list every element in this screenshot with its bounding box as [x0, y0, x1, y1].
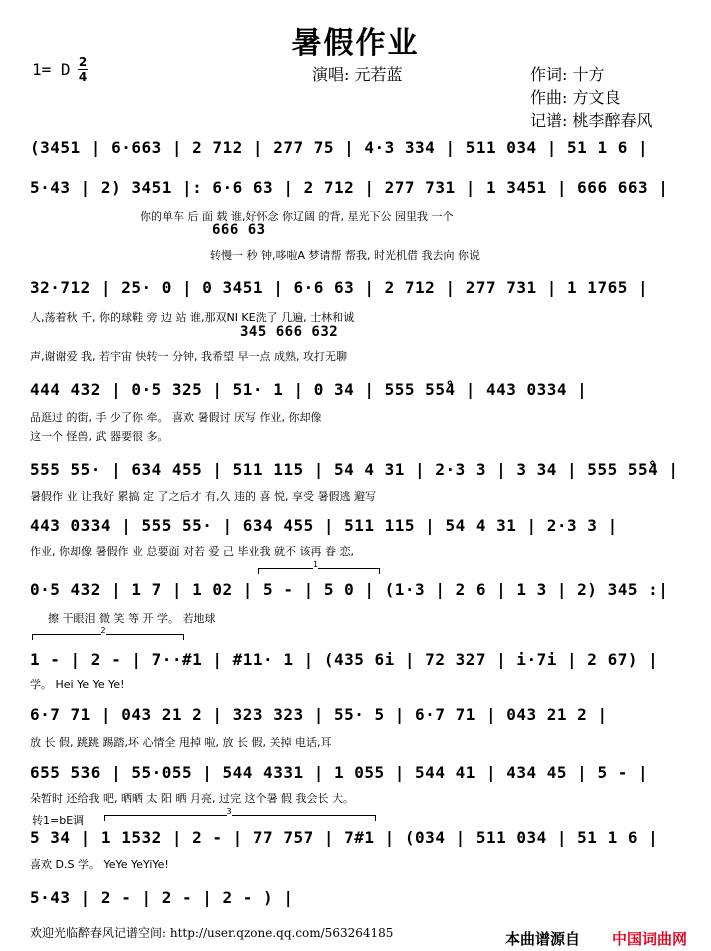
lyric-line: 这一个 怪兽, 武 器要很 多。 [30, 430, 169, 443]
lyricist: 作词: 十方 [530, 65, 605, 84]
score-row: 5 34 | 1 1532 | 2 - | 77 757 | 7#1 | (034 | 511 034 | 51 1 6 | [30, 828, 659, 847]
score-row: 555 55· | 634 455 | 511 115 | 54 4 31 | 2·3 3 | 3 34 | 555 55̊4 | [30, 460, 679, 479]
lyric-line: 转慢一 秒 钟,哆啦A 梦请帮 帮我, 时光机借 我去向 你说 [210, 249, 480, 262]
volta-number: 2 [100, 626, 106, 635]
lyric-line: 喜欢 D.S 学。 YeYe YeYiYe! [30, 858, 169, 871]
transcriber: 记谱: 桃李醉春风 [530, 111, 653, 130]
lyric-line: 人,荡着秋 千, 你的球鞋 旁 边 站 谁,那双NI KE洗了 几遍, 士林和诚 [30, 311, 355, 324]
score-row: 444 432 | 0·5 325 | 51· 1 | 0 34 | 555 55̊4 | 443 0334 | [30, 380, 588, 399]
time-bottom: 4 [78, 70, 88, 84]
lyric-line: 擦 干眼泪 微 笑 等 开 学。 若地球 [48, 612, 216, 625]
score-alt-notes: 345 666 632 [240, 324, 339, 340]
lyric-line: 暑假作 业 让我好 累搞 定 了之后才 有,久 违的 喜 悦, 享受 暑假逃 避写 [30, 490, 376, 503]
score-row: 655 536 | 55·055 | 544 4331 | 1 055 | 544 41 | 434 45 | 5 - | [30, 763, 649, 782]
volta-bracket-3 [104, 807, 376, 821]
source-prefix: 本曲谱源自 [505, 930, 581, 948]
score-row: 1 - | 2 - | 7··#1 | #11· 1 | (435 6i | 72 327 | i·7i | 2 67) | [30, 650, 659, 669]
footer-credit: 欢迎光临醉春风记谱空间: http://user.qzone.qq.com/563264185 [30, 926, 394, 940]
score-row: 5·43 | 2) 3451 |: 6·6 63 | 2 712 | 277 731 | 1 3451 | 666 663 | [30, 178, 669, 197]
lyric-line: 声,谢谢爱 我, 若宇宙 快转一 分钟, 我希望 早一点 成熟, 攻打无聊 [30, 350, 347, 363]
lyric-line: 你的单车 后 面 载 谁,好怀念 你辽阔 的背, 星光下公 园里我 一个 [140, 210, 454, 223]
singer: 演唱: 元若蓝 [312, 65, 403, 84]
lyric-line: 品逛过 的街, 手 少了你 牵。 喜欢 暑假讨 厌写 作业, 你却像 [30, 411, 322, 424]
volta-bracket-1 [258, 560, 380, 574]
score-alt-notes: 666 63 [212, 222, 266, 238]
score-row: 5·43 | 2 - | 2 - | 2 - ) | [30, 888, 294, 907]
modulation-note: 转1=bE调 [32, 814, 85, 827]
source-site: 中国词曲网 [612, 930, 688, 948]
volta-bracket-2 [32, 626, 184, 640]
lyric-line: 朵暂时 还给我 吧, 晒晒 太 阳 晒 月亮, 过完 这个暑 假 我会长 大。 [30, 792, 354, 805]
composer: 作曲: 方文良 [530, 88, 621, 107]
score-row: 6·7 71 | 043 21 2 | 323 323 | 55· 5 | 6·7 71 | 043 21 2 | [30, 705, 608, 724]
score-row: 443 0334 | 555 55· | 634 455 | 511 115 | 54 4 31 | 2·3 3 | [30, 516, 618, 535]
lyric-line: 作业, 你却像 暑假作 业 总要面 对若 爱 己 毕业我 就不 该再 眷 恋, [30, 545, 354, 558]
score-row: (3451 | 6·663 | 2 712 | 277 75 | 4·3 334 | 511 034 | 51 1 6 | [30, 138, 649, 157]
time-top: 2 [78, 55, 88, 69]
lyric-line: 放 长 假, 跳跳 踢踏,坏 心情全 甩掉 啦, 放 长 假, 关掉 电话,耳 [30, 736, 332, 749]
page-title: 暑假作业 [291, 26, 420, 61]
volta-number: 1 [313, 560, 319, 569]
key-signature: 1= D [32, 60, 71, 79]
score-row: 32·712 | 25· 0 | 0 3451 | 6·6 63 | 2 712 | 277 731 | 1 1765 | [30, 278, 649, 297]
score-row: 0·5 432 | 1 7 | 1 02 | 5 - | 5 0 | (1·3 | 2 6 | 1 3 | 2) 345 :| [30, 580, 669, 599]
time-signature [78, 56, 88, 83]
lyric-line: 学。 Hei Ye Ye Ye! [30, 678, 125, 691]
volta-number: 3 [226, 807, 232, 816]
